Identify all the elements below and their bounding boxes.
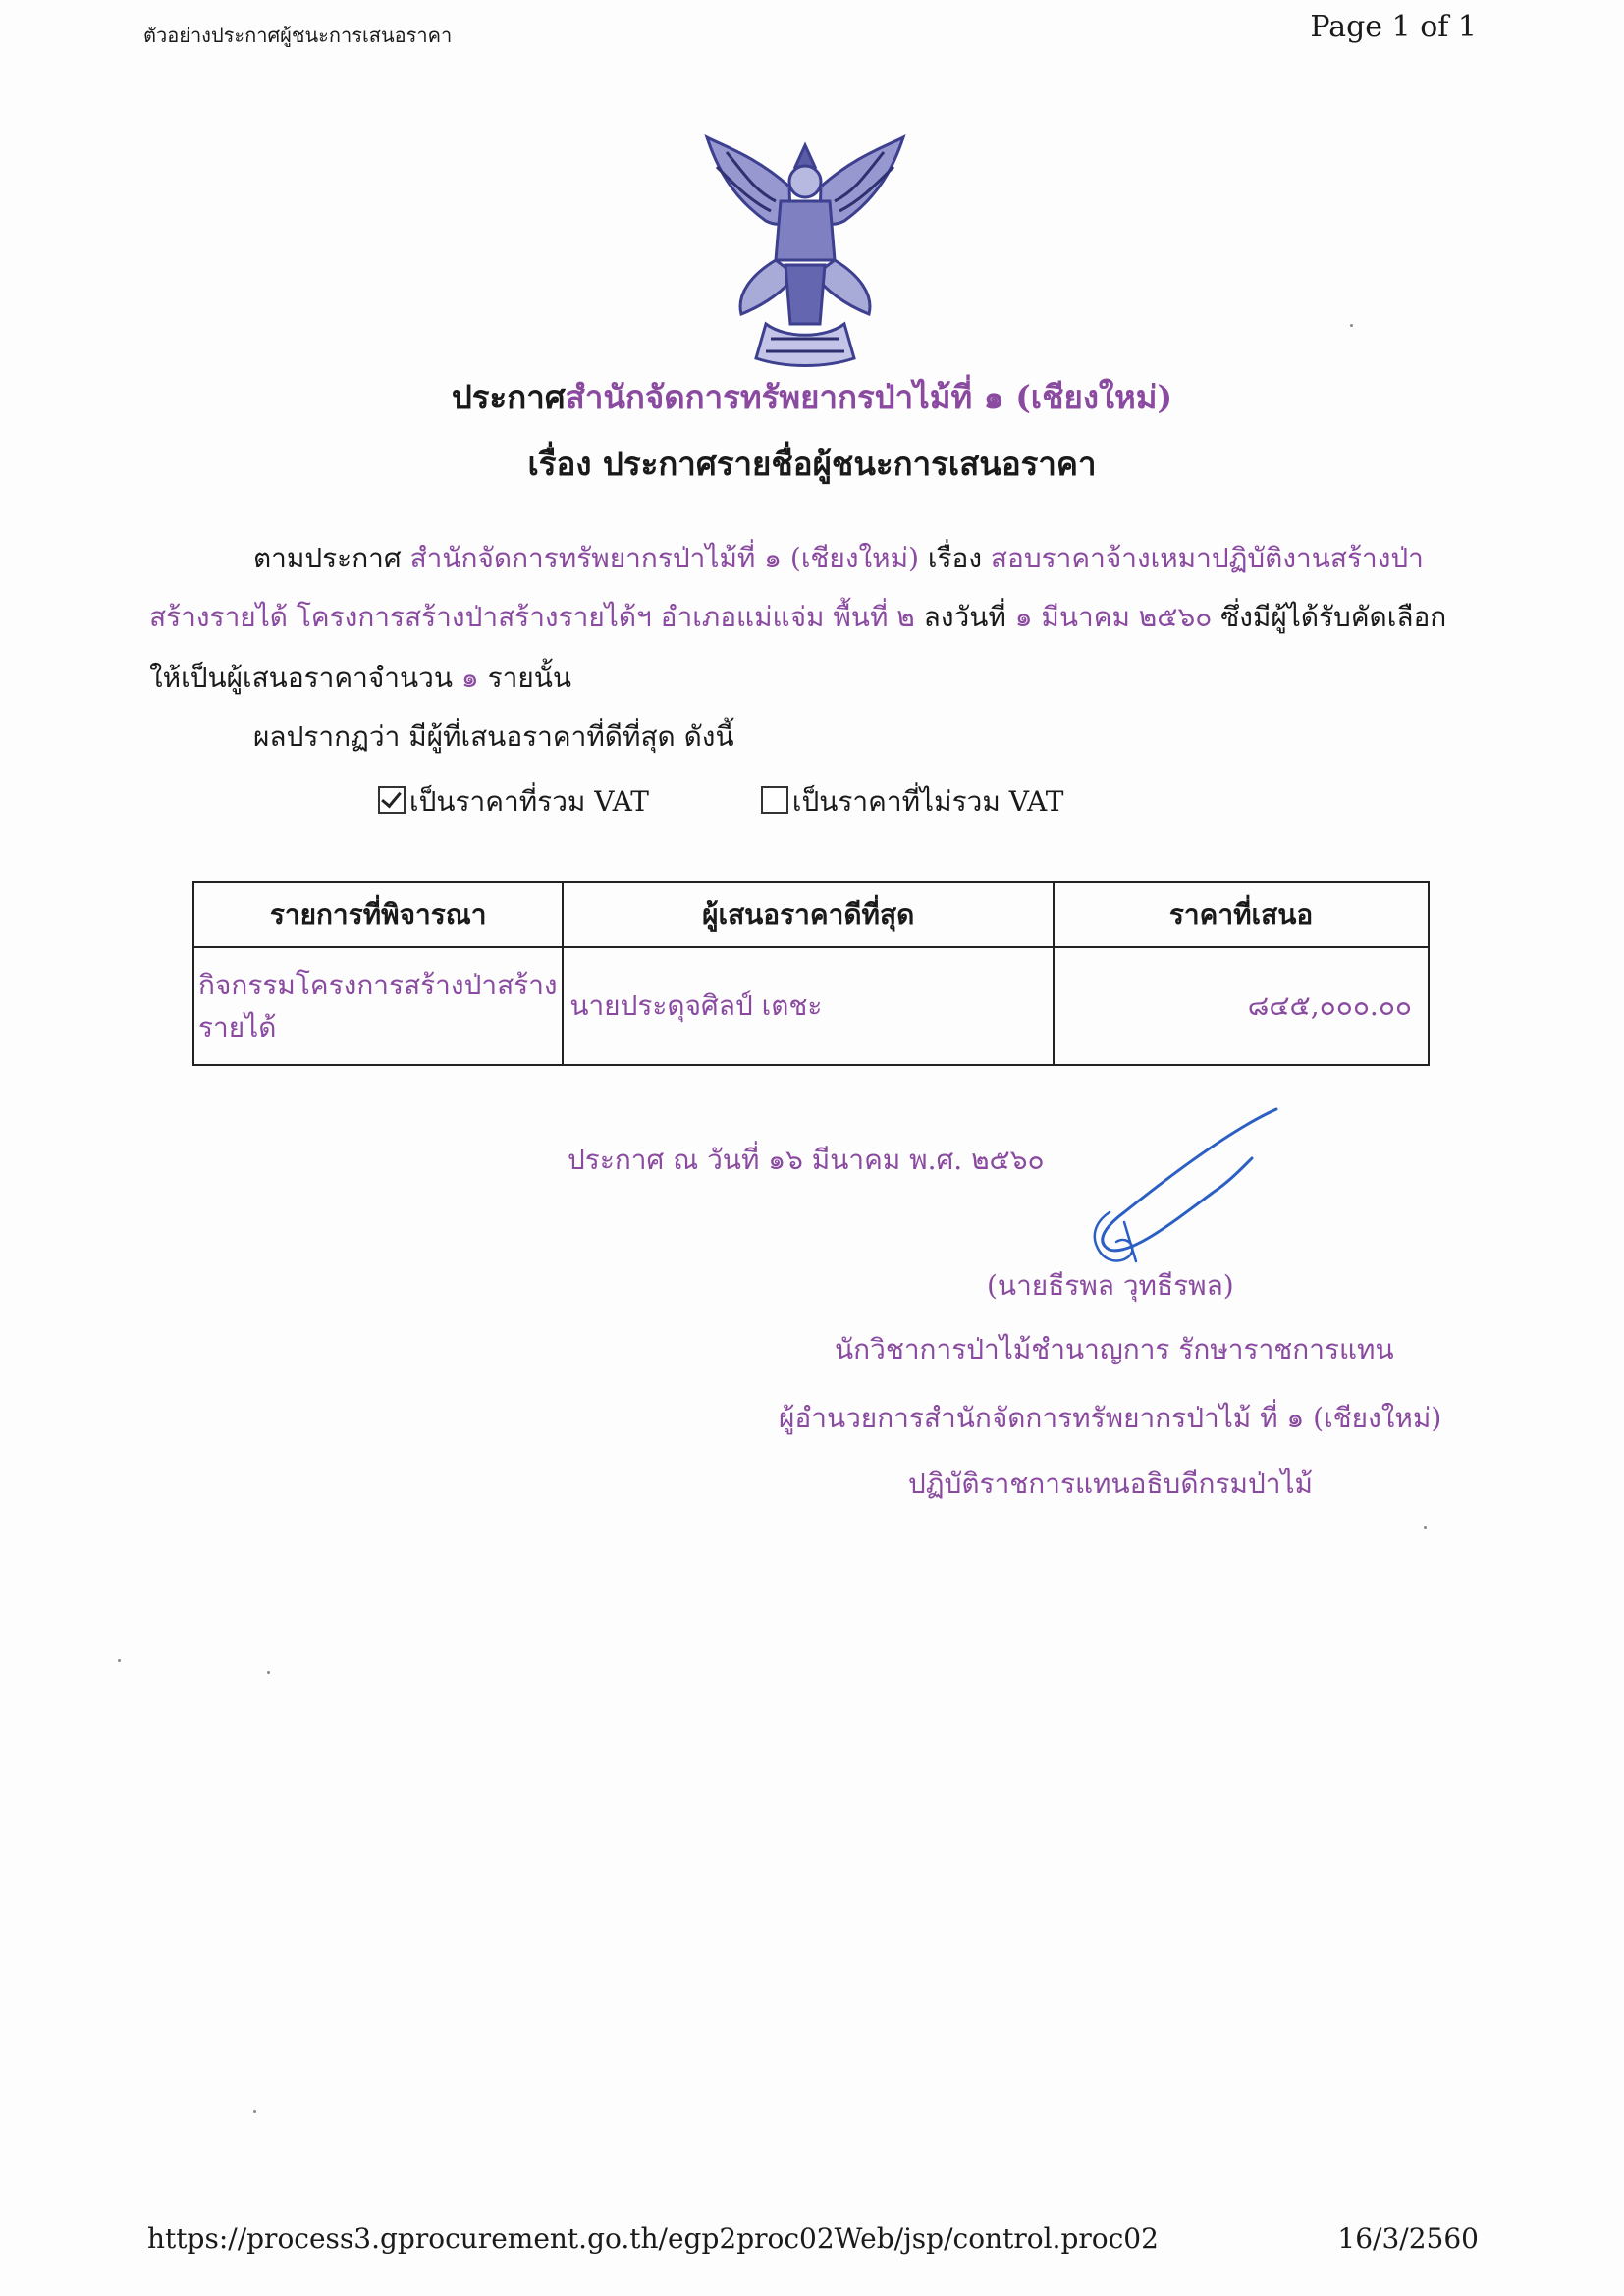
vat-include-label: เป็นราคาที่รวม VAT (409, 785, 649, 818)
paragraph-line-1 (253, 542, 1424, 574)
p3-count: ๑ (460, 662, 479, 694)
announcement-title (0, 371, 1624, 423)
cell-item-line2: รายได้ (198, 1011, 277, 1043)
signatory-position-1: นักวิชาการป่าไม้ชำนาญการ รักษาราชการแทน (835, 1333, 1394, 1365)
page-indicator: Page 1 of 1 (1310, 10, 1477, 44)
vat-exclude-checkbox (761, 786, 788, 814)
p2-connector: ลงวันที่ (914, 601, 1015, 633)
announcement-subject: เรื่อง ประกาศรายชื่อผู้ชนะการเสนอราคา (527, 445, 1097, 483)
paragraph-line-3 (149, 662, 572, 694)
scan-speck (1424, 1526, 1427, 1529)
paragraph-line-2 (149, 601, 1447, 633)
cell-item (193, 947, 563, 1065)
header-bidder: ผู้เสนอราคาดีที่สุด (563, 882, 1054, 947)
garuda-emblem-icon (697, 128, 913, 368)
p2-tail: ซึ่งมีผู้ได้รับคัดเลือก (1212, 601, 1447, 633)
p1-text: ตามประกาศ (253, 542, 410, 574)
title-agency: สำนักจัดการทรัพยากรป่าไม้ที่ ๑ (เชียงใหม่) (565, 378, 1173, 416)
vat-exclude-option (761, 785, 1064, 818)
scan-speck (253, 2110, 256, 2113)
header-item: รายการที่พิจารณา (193, 882, 563, 947)
signature-icon (1056, 1104, 1281, 1281)
table-row (193, 947, 1429, 1065)
scan-speck (267, 1671, 270, 1674)
vat-exclude-label: เป็นราคาที่ไม่รวม VAT (791, 785, 1064, 818)
p3-tail: รายนั้น (478, 662, 572, 694)
cell-bidder: นายประดุจศิลป์ เตชะ (563, 947, 1054, 1065)
signatory-name: (นายธีรพล วุทธีรพล) (987, 1269, 1234, 1302)
result-table (192, 881, 1430, 1066)
vat-options (378, 780, 1063, 824)
scan-speck (1350, 324, 1353, 327)
scan-speck (118, 1659, 121, 1662)
p2-project: สร้างรายได้ โครงการสร้างป่าสร้างรายได้ฯ อำเภอแม่แจ่ม พื้นที่ ๒ (149, 601, 915, 633)
p1-project: สอบราคาจ้างเหมาปฏิบัติงานสร้างป่า (990, 542, 1424, 574)
p2-date: ๑ มีนาคม ๒๕๖๐ (1014, 601, 1213, 633)
footer-date: 16/3/2560 (1337, 2222, 1479, 2255)
cell-price: ๘๔๕,๐๐๐.๐๐ (1054, 947, 1429, 1065)
announce-date: ประกาศ ณ วันที่ ๑๖ มีนาคม พ.ศ. ๒๕๖๐ (568, 1144, 1045, 1176)
vat-include-option (378, 785, 658, 818)
header-price: ราคาที่เสนอ (1054, 882, 1429, 947)
p1-connector: เรื่อง (919, 542, 991, 574)
table-header-row (193, 882, 1429, 947)
result-intro: ผลปรากฏว่า มีผู้ที่เสนอราคาที่ดีที่สุด ดังนี้ (253, 721, 734, 753)
p1-agency: สำนักจัดการทรัพยากรป่าไม้ที่ ๑ (เชียงใหม่) (409, 542, 920, 574)
signatory-position-2: ผู้อำนวยการสำนักจัดการทรัพยากรป่าไม้ ที่ ๑ (เชียงใหม่) (779, 1402, 1442, 1434)
cell-item-line1: กิจกรรมโครงการสร้างป่าสร้าง (198, 968, 558, 1001)
footer-url: https://process3.gprocurement.go.th/egp2proc02Web/jsp/control.proc02 (147, 2222, 1159, 2255)
title-prefix: ประกาศ (451, 378, 566, 416)
signatory-position-3: ปฏิบัติราชการแทนอธิบดีกรมป่าไม้ (908, 1468, 1314, 1500)
p3-text: ให้เป็นผู้เสนอราคาจำนวน (149, 662, 461, 694)
vat-include-checkbox (378, 786, 406, 814)
header-doc-label: ตัวอย่างประกาศผู้ชนะการเสนอราคา (143, 24, 453, 47)
